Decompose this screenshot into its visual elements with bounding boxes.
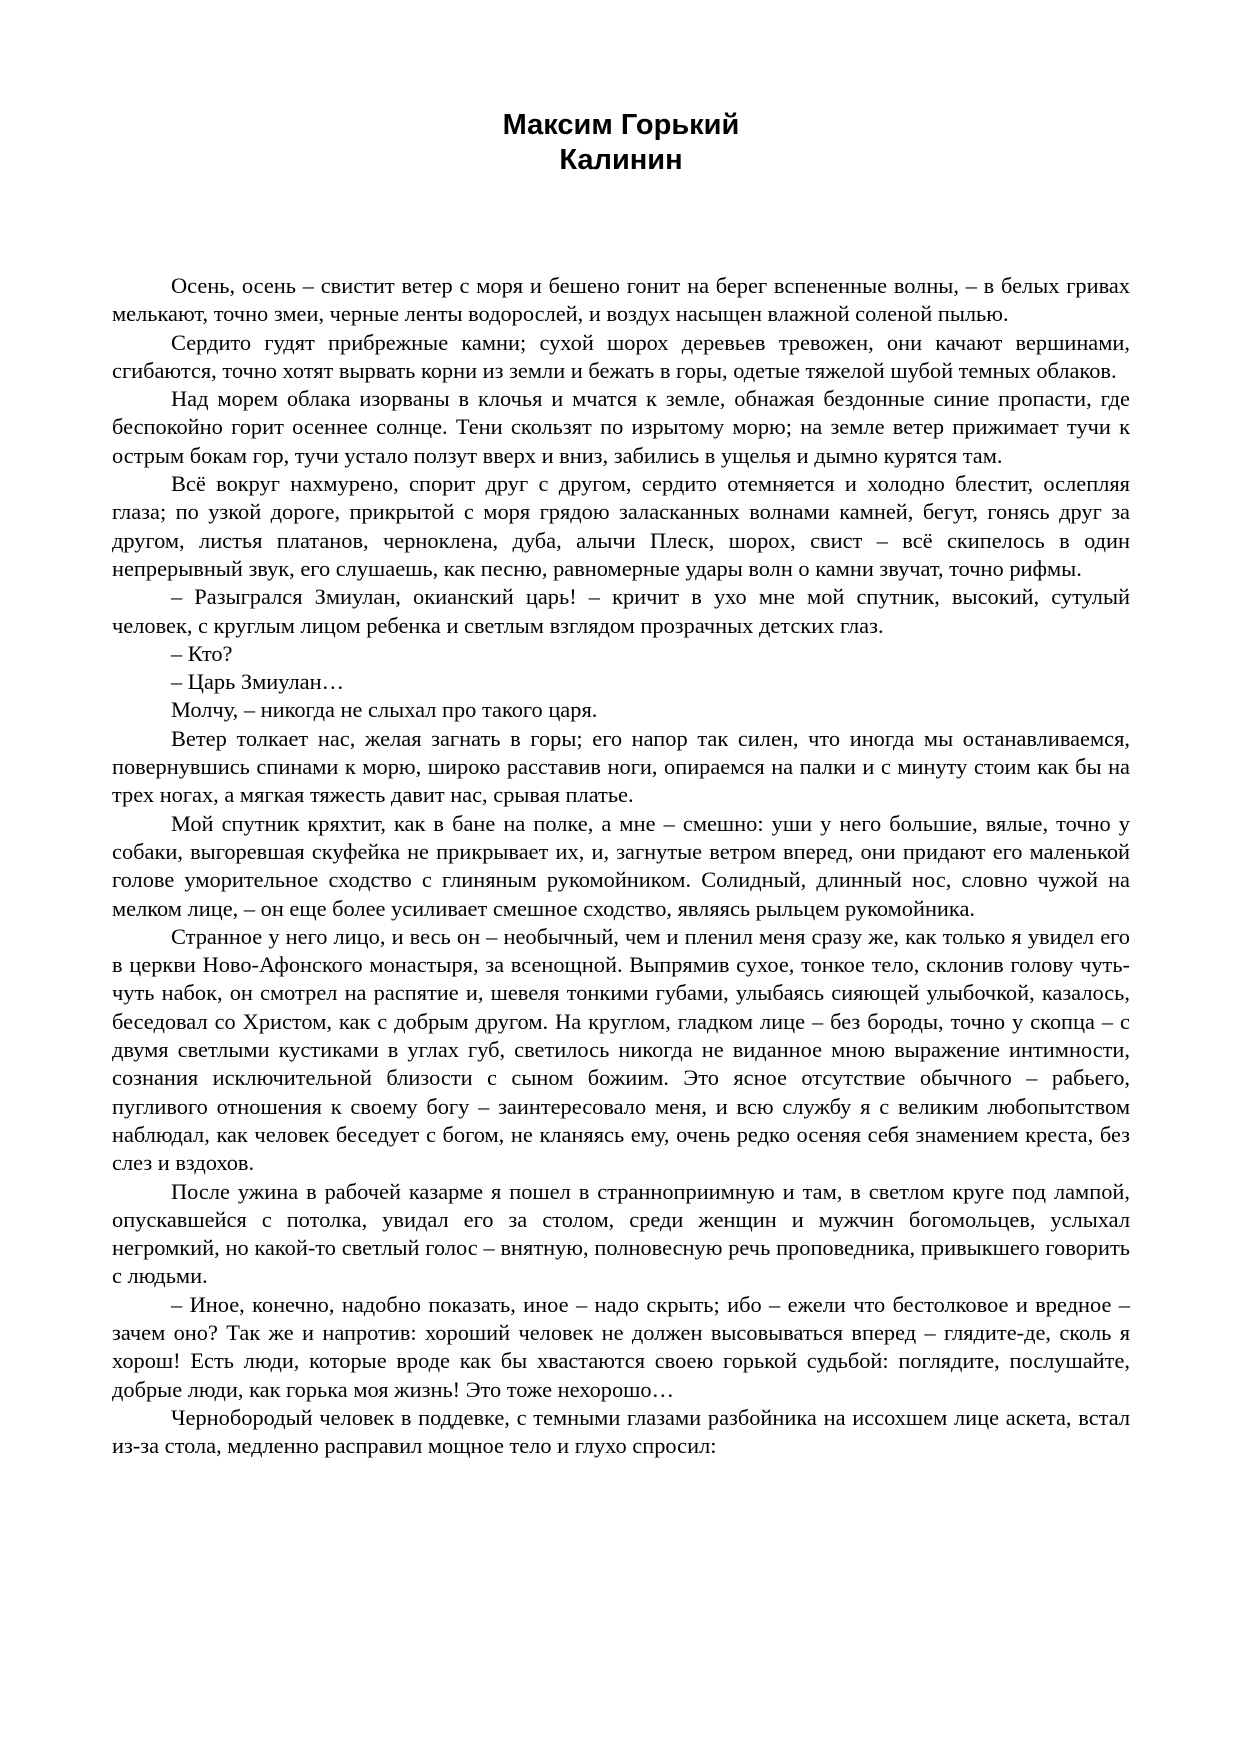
- paragraph: Всё вокруг нахмурено, спорит друг с другом, сердито отемняется и холодно блестит, ослепляя глаза; по узкой дороге, прикрытой с моря грядою заласканных волнами камней, бегут, гонясь друг за другом, листья платанов, черноклена, дуба, алычи Плеск, шорох, свист – всё скипелось в один непрерывный звук, его слушаешь, как песню, равномерные удары волн о камни звучат, точно рифмы.: [112, 471, 1130, 581]
- paragraph: – Царь Змиулан…: [171, 669, 344, 695]
- paragraph: Осень, осень – свистит ветер с моря и бешено гонит на берег вспененные волны, – в белых гривах мелькают, точно змеи, черные ленты водорослей, и воздух насыщен влажной соленой пылью.: [112, 273, 1130, 327]
- paragraph: Над морем облака изорваны в клочья и мчатся к земле, обнажая бездонные синие пропасти, где беспокойно горит осеннее солнце. Тени скользят по изрытому морю; на земле ветер прижимает тучи к острым бокам гор, тучи устало ползут вверх и вниз, забились в ущелья и дымно курятся там.: [112, 386, 1130, 468]
- paragraph: – Иное, конечно, надобно показать, иное – надо скрыть; ибо – ежели что бестолковое и вредное – зачем оно? Так же и напротив: хороший человек не должен высовываться вперед – глядите-де, сколь я хорош! Есть люди, которые вроде как бы хвастаются своею горькой судьбой: поглядите, послушайте, добрые люди, как горька моя жизнь! Это тоже нехорошо…: [112, 1291, 1130, 1402]
- paragraph: – Кто?: [171, 640, 233, 666]
- paragraph: – Разыгрался Змиулан, окианский царь! – кричит в ухо мне мой спутник, высокий, сутулый человек, с круглым лицом ребенка и светлым взглядом прозрачных детских глаз.: [112, 584, 1130, 638]
- paragraph: Чернобородый человек в поддевке, с темными глазами разбойника на иссохшем лице аскета, встал из-за стола, медленно расправил мощное тело и глухо спросил:: [112, 1404, 1130, 1459]
- paragraph: Мой спутник кряхтит, как в бане на полке, а мне – смешно: уши у него большие, вялые, точно у собаки, выгоревшая скуфейка не прикрывает их, и, загнутые ветром вперед, они придают его маленькой голове уморительное сходство с глиняным рукомойником. Солидный, длинный нос, словно чужой на мелком лице, – он еще более усиливает смешное сходство, являясь рыльцем рукомойника.: [112, 810, 1130, 921]
- body-text: [112, 272, 1130, 1460]
- paragraph: Ветер толкает нас, желая загнать в горы; его напор так силен, что иногда мы останавливаемся, повернувшись спинами к морю, широко расставив ноги, опираемся на палки и с минуту стоим как бы на трех ногах, а мягкая тяжесть давит нас, срывая платье.: [112, 725, 1130, 808]
- paragraph: После ужина в рабочей казарме я пошел в странноприимную и там, в светлом круге под лампой, опускавшейся с потолка, увидал его за столом, среди женщин и мужчин богомольцев, услыхал негромкий, но какой-то светлый голос – внятную, полновесную речь проповедника, привыкшего говорить с людьми.: [112, 1178, 1130, 1289]
- paragraph: Молчу, – никогда не слыхал про такого царя.: [171, 697, 598, 723]
- document-heading: [0, 108, 1242, 178]
- document-title: Калинин: [559, 144, 683, 176]
- paragraph: Странное у него лицо, и весь он – необычный, чем и пленил меня сразу же, как только я увидел его в церкви Ново-Афонского монастыря, за всенощной. Выпрямив сухое, тонкое тело, склонив голову чуть-чуть набок, он смотрел на распятие и, шевеля тонкими губами, улыбаясь сияющей улыбочкой, казалось, беседовал со Христом, как с добрым другом. На круглом, гладком лице – без бороды, точно у скопца – с двумя светлыми кустиками в углах губ, светилось никогда не виданное мною выражение интимности, сознания исключительной близости с сыном божиим. Это ясное отсутствие обычного – рабьего, пугливого отношения к своему богу – заинтересовало меня, и всю службу я с великим любопытством наблюдал, как человек беседует с богом, не кланяясь ему, очень редко осеняя себя знамением креста, без слез и вздохов.: [112, 923, 1130, 1176]
- paragraph: Сердито гудят прибрежные камни; сухой шорох деревьев тревожен, они качают вершинами, сгибаются, точно хотят вырвать корни из земли и бежать в горы, одетые тяжелой шубой темных облаков.: [112, 329, 1130, 383]
- author-name: Максим Горький: [502, 109, 740, 141]
